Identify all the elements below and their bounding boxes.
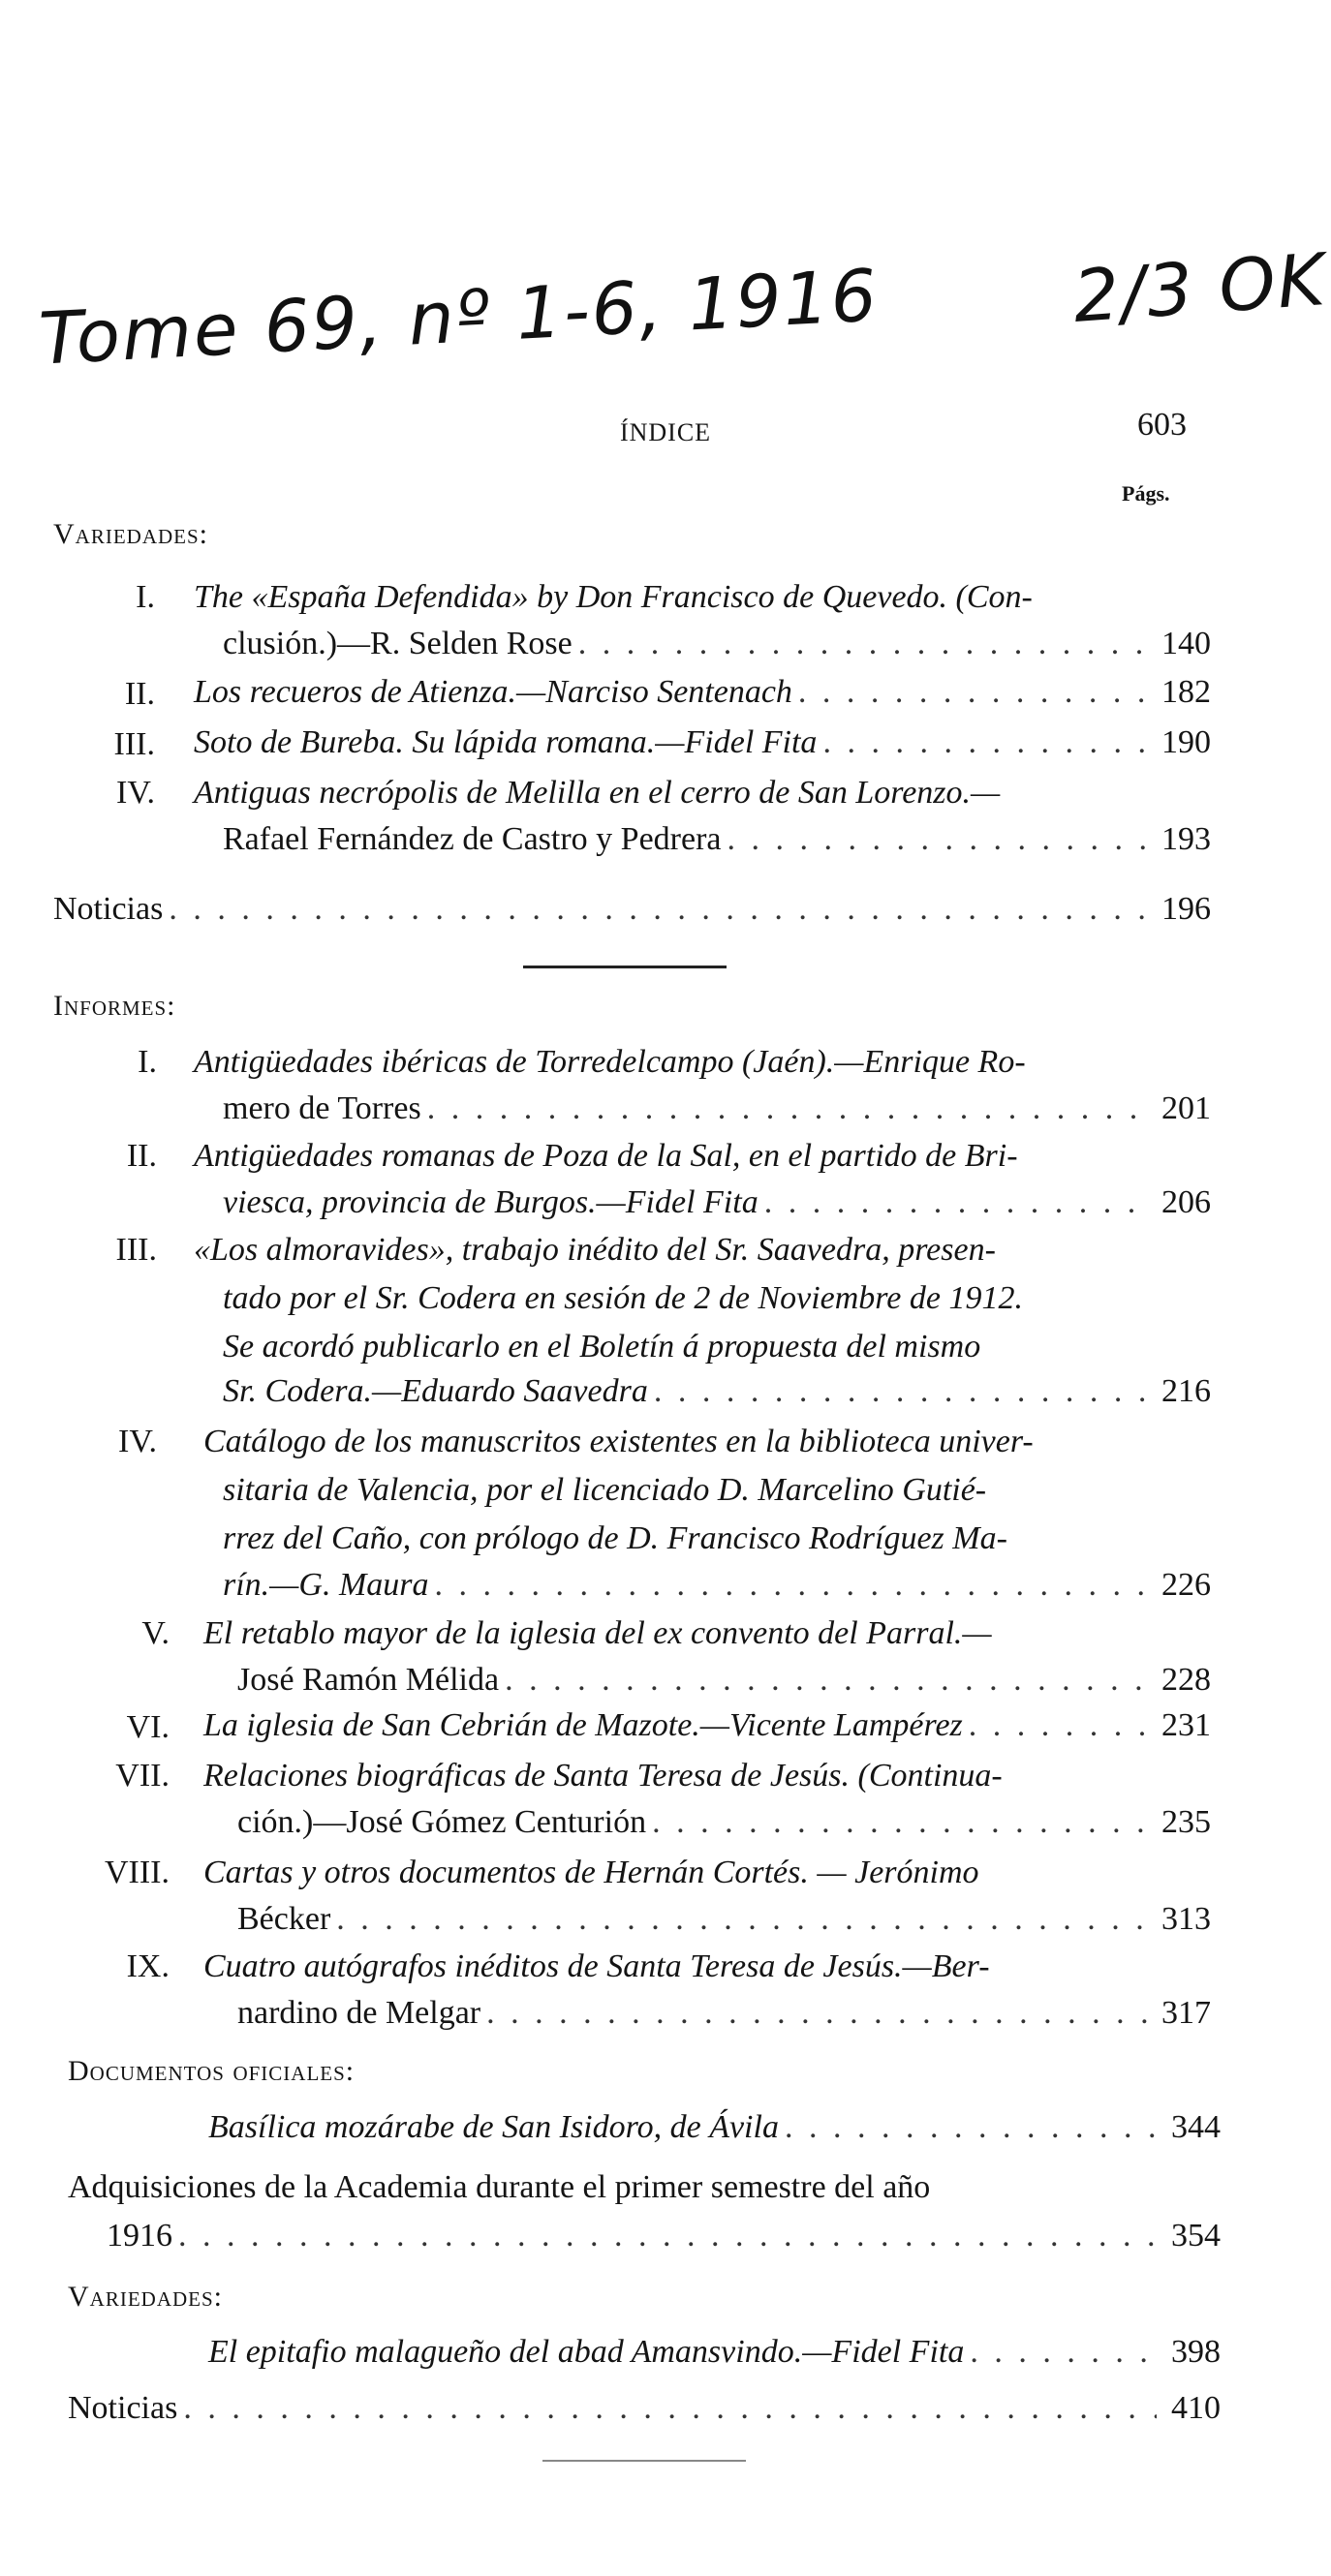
entry-number: VIII. xyxy=(104,1855,170,1890)
section-divider xyxy=(523,966,727,968)
entry-page: 182 xyxy=(1161,674,1211,710)
entry-title-line: tado por el Sr. Codera en sesión de 2 de Noviembre de 1912. xyxy=(223,1280,1023,1316)
entry-text: José Ramón Mélida xyxy=(237,1662,500,1698)
toc-entry xyxy=(237,1997,1211,2030)
toc-entry xyxy=(203,1709,1211,1742)
toc-entry-noticias xyxy=(68,2392,1221,2425)
dot-leader xyxy=(486,1997,1147,2030)
entry-page: 216 xyxy=(1161,1373,1211,1409)
entry-page: 231 xyxy=(1161,1707,1211,1743)
entry-title-line: El retablo mayor de la iglesia del ex convento del Parral.— xyxy=(203,1615,992,1651)
dot-leader xyxy=(183,2392,1157,2425)
entry-text: Bécker xyxy=(237,1901,331,1937)
entry-text: mero de Torres xyxy=(223,1090,421,1126)
dot-leader xyxy=(970,2336,1157,2369)
toc-entry xyxy=(194,726,1211,759)
entry-title-line: Antigüedades romanas de Poza de la Sal, en el partido de Bri- xyxy=(194,1138,1018,1174)
toc-entry-noticias xyxy=(53,893,1211,926)
toc-entry xyxy=(223,1092,1211,1125)
dot-leader xyxy=(764,1186,1147,1219)
entry-title-line: «Los almoravides», trabajo inédito del Sr. Saavedra, presen- xyxy=(194,1232,996,1268)
entry-number: VI. xyxy=(126,1709,170,1745)
entry-text: 1916 xyxy=(107,2218,172,2254)
entry-text: Basílica mozárabe de San Isidoro, de Ávila xyxy=(208,2109,779,2145)
dot-leader xyxy=(727,823,1148,856)
entry-title-line: Relaciones biográficas de Santa Teresa de Jesús. (Continua- xyxy=(203,1758,1003,1794)
entry-title-line: Catálogo de los manuscritos existentes en la biblioteca univer- xyxy=(203,1424,1034,1459)
dot-leader xyxy=(435,1569,1147,1602)
entry-page: 410 xyxy=(1171,2390,1221,2426)
entry-page: 354 xyxy=(1171,2218,1221,2254)
entry-text: Los recueros de Atienza.—Narciso Sentenach xyxy=(194,674,792,710)
entry-number: II. xyxy=(126,1138,157,1174)
dot-leader xyxy=(785,2111,1157,2144)
entry-page: 193 xyxy=(1161,821,1211,857)
toc-entry xyxy=(237,1903,1211,1936)
entry-text: viesca, provincia de Burgos.—Fidel Fita xyxy=(223,1184,758,1220)
entry-text: ción.)—José Gómez Centurión xyxy=(237,1804,647,1840)
dot-leader xyxy=(178,2220,1157,2253)
entry-page: 140 xyxy=(1161,626,1211,661)
entry-text: Noticias xyxy=(68,2390,178,2426)
dot-leader xyxy=(654,1375,1147,1408)
dot-leader xyxy=(798,676,1147,709)
entry-number: IX. xyxy=(126,1948,170,1984)
toc-entry xyxy=(223,823,1211,856)
entry-number: III. xyxy=(115,1232,157,1268)
pages-column-label: Págs. xyxy=(1122,481,1170,506)
entry-number: IV. xyxy=(118,1424,157,1459)
entry-title-line: Se acordó publicarlo en el Boletín á propuesta del mismo xyxy=(223,1329,981,1365)
toc-entry xyxy=(223,628,1211,660)
entry-page: 201 xyxy=(1161,1090,1211,1126)
entry-number: III. xyxy=(113,726,155,762)
dot-leader xyxy=(505,1664,1147,1697)
toc-entry xyxy=(208,2336,1221,2369)
toc-entry xyxy=(194,676,1211,709)
dot-leader xyxy=(652,1806,1147,1839)
toc-entry xyxy=(237,1664,1211,1697)
dot-leader xyxy=(169,893,1147,926)
entry-page: 344 xyxy=(1171,2109,1221,2145)
handwritten-note: Tome 69, nº 1-6, 1916 xyxy=(37,254,881,382)
entry-number: II. xyxy=(124,676,155,712)
section-heading-informes: Informes: xyxy=(53,990,176,1022)
entry-page: 226 xyxy=(1161,1567,1211,1603)
entry-page: 206 xyxy=(1161,1184,1211,1220)
entry-page: 235 xyxy=(1161,1804,1211,1840)
section-heading-variedades: Variedades: xyxy=(68,2281,223,2313)
entry-number: IV. xyxy=(116,775,155,811)
entry-text: Noticias xyxy=(53,891,164,927)
entry-number: V. xyxy=(141,1615,170,1651)
section-heading-variedades: Variedades: xyxy=(53,518,208,550)
entry-title-line: Cartas y otros documentos de Hernán Cortés. — Jerónimo xyxy=(203,1855,979,1890)
entry-text: nardino de Melgar xyxy=(237,1995,481,2031)
entry-text: Sr. Codera.—Eduardo Saavedra xyxy=(223,1373,648,1409)
entry-text: rín.—G. Maura xyxy=(223,1567,429,1603)
entry-page: 398 xyxy=(1171,2334,1221,2370)
entry-page: 317 xyxy=(1161,1995,1211,2031)
entry-title-line: sitaria de Valencia, por el licenciado D. Marcelino Gutié- xyxy=(223,1472,987,1508)
entry-number: I. xyxy=(138,1044,157,1080)
toc-entry xyxy=(223,1569,1211,1602)
entry-page: 228 xyxy=(1161,1662,1211,1698)
toc-entry xyxy=(237,1806,1211,1839)
page-number: 603 xyxy=(1137,407,1187,443)
entry-text: La iglesia de San Cebrián de Mazote.—Vicente Lampérez xyxy=(203,1707,963,1743)
entry-title-line: Antiguas necrópolis de Melilla en el cerro de San Lorenzo.— xyxy=(194,775,1001,811)
entry-number: I. xyxy=(136,579,155,615)
dot-leader xyxy=(578,628,1147,660)
entry-title-line: Cuatro autógrafos inéditos de Santa Teresa de Jesús.—Ber- xyxy=(203,1948,990,1984)
dot-leader xyxy=(427,1092,1147,1125)
entry-title-line: The «España Defendida» by Don Francisco de Quevedo. (Con- xyxy=(194,579,1033,615)
entry-text: Soto de Bureba. Su lápida romana.—Fidel Fita xyxy=(194,724,818,760)
toc-entry xyxy=(223,1186,1211,1219)
entry-text: Rafael Fernández de Castro y Pedrera xyxy=(223,821,722,857)
entry-title-line: rrez del Caño, con prólogo de D. Francisco Rodríguez Ma- xyxy=(223,1520,1007,1556)
entry-title-line: Adquisiciones de la Academia durante el primer semestre del año xyxy=(68,2169,931,2205)
page-title: ÍNDICE xyxy=(619,418,712,446)
section-heading-documentos: Documentos oficiales: xyxy=(68,2055,356,2087)
dot-leader xyxy=(336,1903,1147,1936)
entry-number: VII. xyxy=(115,1758,170,1794)
entry-page: 190 xyxy=(1161,724,1211,760)
toc-entry xyxy=(107,2220,1221,2253)
footer-divider xyxy=(542,2460,746,2462)
toc-entry xyxy=(223,1375,1211,1408)
toc-entry xyxy=(208,2111,1221,2144)
entry-text: El epitafio malagueño del abad Amansvindo.—Fidel Fita xyxy=(208,2334,965,2370)
entry-page: 196 xyxy=(1161,891,1211,927)
handwritten-code: 2/3 OK xyxy=(1070,237,1330,340)
entry-text: clusión.)—R. Selden Rose xyxy=(223,626,573,661)
entry-title-line: Antigüedades ibéricas de Torredelcampo (Jaén).—Enrique Ro- xyxy=(194,1044,1026,1080)
entry-page: 313 xyxy=(1161,1901,1211,1937)
dot-leader xyxy=(969,1709,1147,1742)
dot-leader xyxy=(822,726,1147,759)
